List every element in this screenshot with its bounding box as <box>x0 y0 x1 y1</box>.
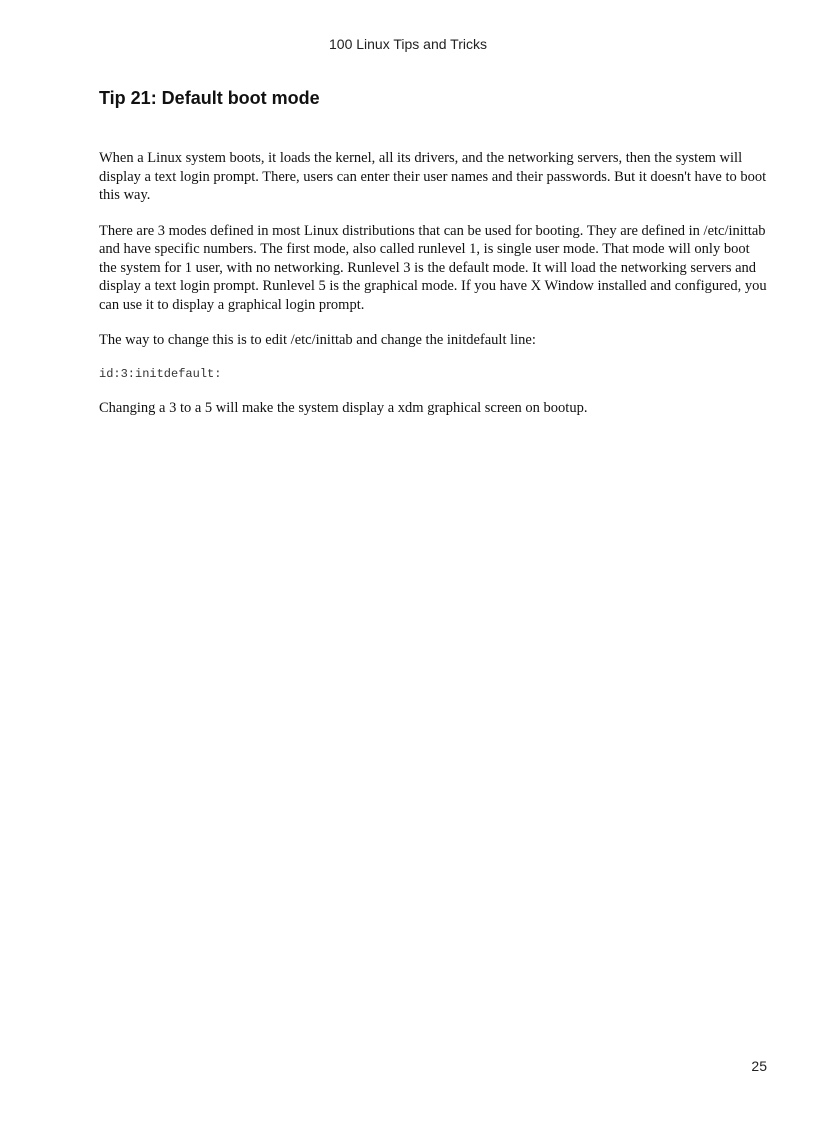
paragraph-runlevels: There are 3 modes defined in most Linux distributions that can be used for booting. They are defined in /etc/inittab and have specific numbers. The first mode, also called runlevel 1, is single user mode. That mode will only boot the system for 1 user, with no networking. Runlevel 3 is the default mode. It will load the networking servers and display a text login prompt. Runlevel 5 is the graphical mode. If you have X Window installed and configured, you can use it to display a graphical login prompt. <box>99 222 767 313</box>
paragraph-closing: Changing a 3 to a 5 will make the system display a xdm graphical screen on bootup. <box>99 399 588 416</box>
tip-title: Tip 21: Default boot mode <box>99 88 320 108</box>
paragraph-change-instructions: The way to change this is to edit /etc/inittab and change the initdefault line: <box>99 332 536 348</box>
code-snippet: id:3:initdefault: <box>99 366 222 381</box>
page-content <box>99 88 769 434</box>
page-number: 25 <box>751 1058 767 1074</box>
running-header: 100 Linux Tips and Tricks <box>329 36 487 52</box>
paragraph-intro: When a Linux system boots, it loads the kernel, all its drivers, and the networking servers, then the system will display a text login prompt. There, users can enter their user names and their passwords. But it doesn't have to boot this way. <box>99 150 767 203</box>
